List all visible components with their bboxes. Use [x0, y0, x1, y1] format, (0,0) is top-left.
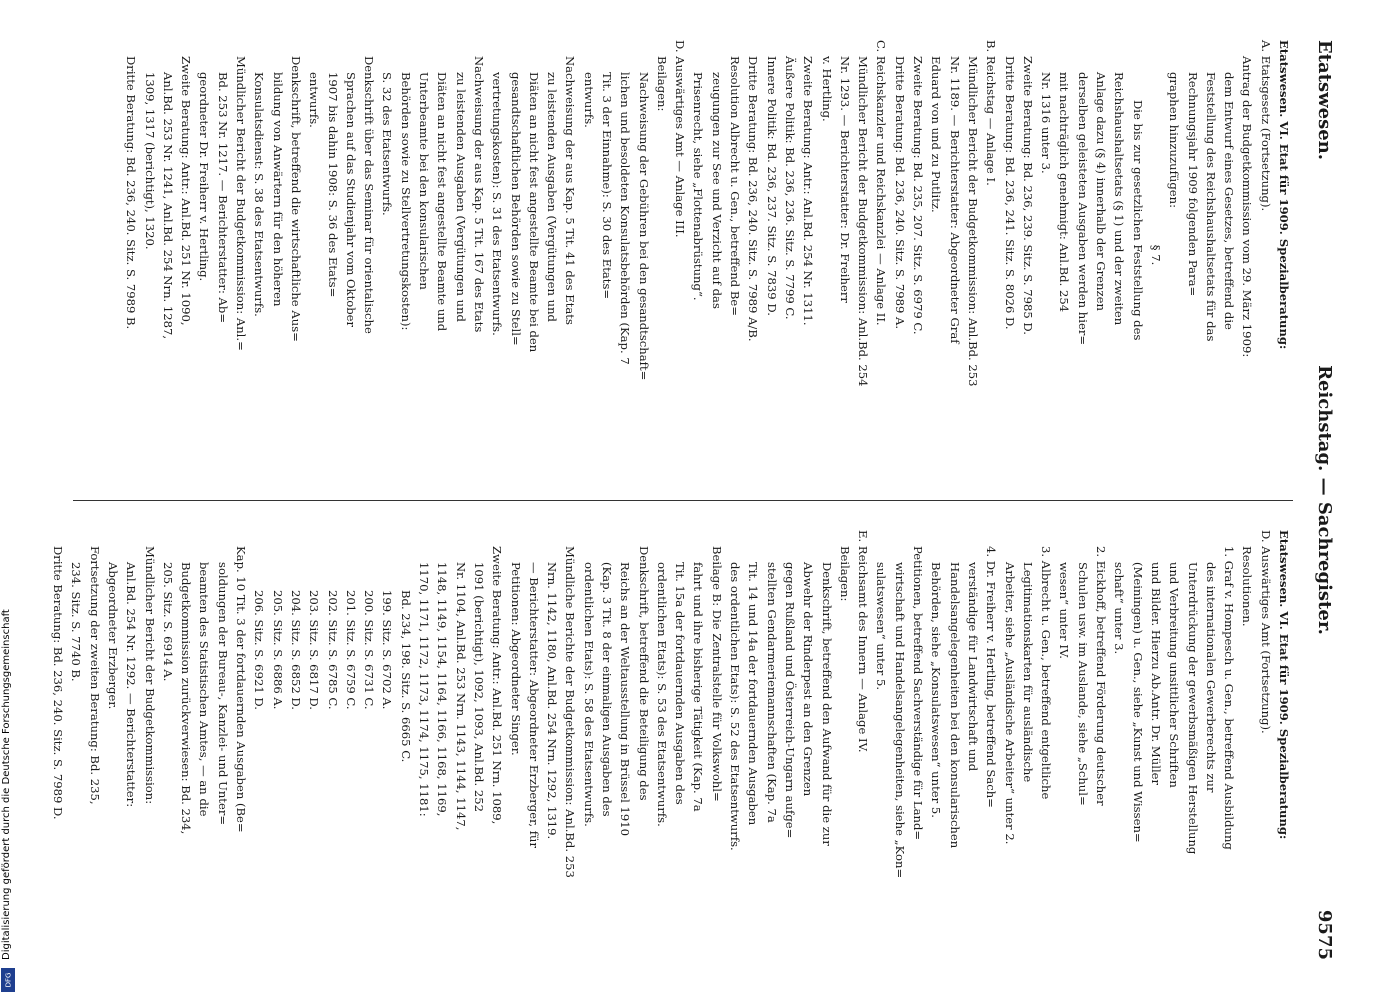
- text-line: Resolution Albrecht u. Gen., betreffend Be=: [728, 56, 743, 316]
- text-line: Behörden, siehe „Konsulatswesen“ unter 5.: [929, 562, 944, 818]
- text-line: Reichs an der Weltausstellung in Brüssel 1910: [618, 562, 633, 836]
- text-line: Dritte Beratung: Bd. 236, 240. Sitz. S. 7989 B.: [124, 56, 139, 330]
- text-line: fahrt und ihre bisherige Tätigkeit (Kap. 7a: [691, 562, 706, 812]
- text-line: 4. Dr. Freiherr v. Hertling, betreffend Sach=: [984, 546, 999, 808]
- text-line: Etatswesen. VI. Etat für 1909. Spezialberatung:: [1277, 530, 1291, 840]
- text-line: gegen Rußland und Österreich-Ungarn aufge=: [782, 562, 797, 839]
- text-line: sulatswesen“ unter 5.: [874, 562, 889, 691]
- text-line: wirtschaft und Handelsangelegenheiten, siehe „Kon=: [892, 562, 907, 879]
- text-line: Schulen usw. im Auslande, siehe „Schul=: [1075, 562, 1090, 806]
- text-line: beamten des Statistischen Amtes, — an die: [197, 562, 212, 817]
- text-line: Nachweisung der aus Kap. 5 Tit. 41 des Etats: [563, 56, 578, 325]
- text-line: Dritte Beratung: Bd. 236, 241. Sitz. S. 8026 D.: [1002, 56, 1017, 330]
- text-line: 205. Sitz. S. 6886 A.: [270, 590, 285, 710]
- text-line: Nr. 1293. — Berichterstatter: Dr. Freiherr: [837, 56, 852, 303]
- text-line: des ordentlichen Etats): S. 52 des Etatsentwurfs.: [728, 562, 743, 851]
- text-line: S. 32 des Etatsentwurfs.: [380, 72, 395, 216]
- text-line: Kap. 10 Tit. 3 der fortdauernden Ausgaben (Be=: [234, 546, 249, 833]
- text-line: Resolutionen.: [1240, 546, 1255, 627]
- text-line: Tit. 3 der Einnahme): S. 30 des Etats=: [600, 72, 615, 300]
- dfg-logo-icon: DFG: [1, 968, 15, 992]
- text-line: Petitionen, betreffend Sachverständige für Land=: [911, 546, 926, 841]
- text-line: 203. Sitz. S. 6817 D.: [307, 590, 322, 710]
- page-number: 9575: [1314, 909, 1335, 960]
- text-line: vertretungskosten): S. 31 des Etatsentwurfs.: [490, 72, 505, 336]
- text-line: lichen und besoldeten Konsulatsbehörden (Kap. 7: [618, 72, 633, 365]
- text-line: (Meiningen) u. Gen., siehe „Kunst und Wissen=: [1130, 562, 1145, 843]
- text-line: Denkschrift, betreffend die wirtschaftliche Aus=: [288, 56, 303, 342]
- text-line: Feststellung des Reichshaushaltsetats für das: [1203, 72, 1218, 342]
- text-line: und Bilder. Hierzu Ab.Antr. Dr. Müller: [1148, 562, 1163, 786]
- text-line: ordentlichen Etats): S. 58 des Etatsentwurfs.: [581, 562, 596, 827]
- text-line: C. Reichskanzler und Reichskanzlei — Anlage II.: [874, 40, 889, 326]
- text-line: wesen“ unter IV.: [1057, 562, 1072, 659]
- text-line: D. Auswärtiges Amt (Fortsetzung).: [1258, 530, 1273, 734]
- text-line: 1148, 1149, 1154, 1164, 1166, 1168, 1169,: [435, 562, 450, 817]
- text-line: 1091 (berichtigt), 1092, 1093, Anl.Bd. 252: [471, 562, 486, 812]
- text-line: stellten Gendarmeriemannschaften (Kap. 7a: [764, 562, 779, 823]
- text-line: 2. Eickhoff, betreffend Förderung deutscher: [1094, 546, 1109, 806]
- text-line: Innere Politik: Bd. 236, 237. Sitz. S. 7839 D.: [764, 56, 779, 316]
- text-line: Mündlicher Bericht der Budgetkommission: Anl.=: [234, 56, 249, 351]
- text-line: schaft“ unter 3.: [1112, 562, 1127, 655]
- digitization-credit-strip: [1, 0, 15, 1000]
- header-section-title: Etatswesen.: [1314, 40, 1335, 161]
- text-line: Anl.Bd. 254 Nr. 1292. — Berichterstatter:: [124, 562, 139, 808]
- text-line: Handelsangelegenheiten bei den konsularischen: [947, 562, 962, 849]
- text-line: Denkschrift, betreffend den Aufwand für die zur: [819, 562, 834, 846]
- text-line: derselben geleisteten Ausgaben werden hier=: [1075, 72, 1090, 346]
- text-line: ordentlichen Etats): S. 53 des Etatsentwurfs.: [654, 562, 669, 827]
- text-line: (Kap. 3 Tit. 8 der einmaligen Ausgaben des: [600, 562, 615, 817]
- text-line: Beilagen:: [654, 56, 669, 112]
- text-line: 199. Sitz. S. 6702 A.: [380, 590, 395, 710]
- digitization-credit: Digitalisierung gefördert durch die Deutsche Forschungsgemeinschaft: [1, 609, 12, 960]
- text-line: Budgetkommission zurückverwiesen: Bd. 234,: [179, 562, 194, 835]
- text-line: zu leistenden Ausgaben (Vergütungen und: [545, 72, 560, 322]
- text-line: Petitionen: Abgeordneter Singer.: [508, 562, 523, 756]
- text-line: Sprachen auf das Studienjahr vom Oktober: [343, 72, 358, 328]
- text-line: Konsulatsdienst: S. 38 des Etatsentwurfs.: [252, 72, 267, 317]
- text-line: Die bis zur gesetzlichen Feststellung des: [1130, 100, 1145, 341]
- text-line: Beilage B: Die Zentralstelle für Volkswohl=: [709, 546, 724, 802]
- text-line: 1907 bis dahin 1908: S. 36 des Etats=: [325, 72, 340, 298]
- page-header: [1307, 40, 1343, 960]
- text-line: Zweite Beratung: Bd. 236, 239. Sitz. S. 7985 D.: [1020, 56, 1035, 335]
- text-line: Prisenrecht, siehe „Flottenabrüstung“.: [691, 72, 706, 301]
- text-line: Eduard von und zu Putlitz.: [929, 56, 944, 213]
- text-line: Nrn. 1142, 1180, Anl.Bd. 254 Nrn. 1292, 1319.: [545, 562, 560, 840]
- text-line: E. Reichsamt des Innern — Anlage IV.: [856, 530, 871, 753]
- text-line: v. Hertling.: [819, 56, 834, 122]
- text-line: Nachweisung der Gebühren bei den gesandtschaft=: [636, 72, 651, 381]
- header-running-title: Reichstag. — Sachregister.: [1314, 365, 1335, 635]
- text-line: 3. Albrecht u. Gen., betreffend entgeltliche: [1039, 546, 1054, 800]
- text-line: Dritte Beratung: Bd. 236, 240. Sitz. S. 7989 A/B.: [746, 56, 761, 342]
- text-line: 1. Graf v. Hompesch u. Gen., betreffend Ausbildung: [1222, 546, 1237, 850]
- text-line: Nr. 1316 unter 3.: [1039, 72, 1054, 174]
- text-line: Tit. 14 und 14a der fortdauernden Ausgaben: [746, 562, 761, 826]
- text-line: Rechnungsjahr 1909 folgenden Para=: [1185, 72, 1200, 297]
- text-line: mit nachträglich genehmigt: Anl.Bd. 254: [1057, 72, 1072, 313]
- text-line: Dritte Beratung: Bd. 236, 240. Sitz. S. 7989 D.: [51, 546, 66, 820]
- text-line: Mündliche Berichte der Budgetkommission: Anl.Bd. 253: [563, 546, 578, 878]
- text-line: gesandtschaftlichen Behörden sowie zu Stell=: [508, 72, 523, 346]
- text-line: Bd. 253 Nr. 1217. — Berichterstatter: Ab=: [215, 72, 230, 324]
- text-line: 205. Sitz. S. 6914 A.: [160, 562, 175, 682]
- text-line: 206. Sitz. S. 6921 D.: [252, 590, 267, 710]
- column-divider: [73, 500, 1293, 501]
- text-line: 1309, 1317 (berichtigt), 1320.: [142, 72, 157, 250]
- text-line: 204. Sitz. S. 6852 D.: [288, 590, 303, 710]
- text-line: Etatswesen. VI. Etat für 1909. Spezialberatung:: [1277, 40, 1291, 350]
- text-line: — Berichterstatter: Abgeordneter Erzberger, für: [526, 562, 541, 849]
- text-line: Äußere Politik: Bd. 236, 236. Sitz. S. 7799 C.: [782, 56, 797, 320]
- text-line: Nr. 1104, Anl.Bd. 253 Nrn. 1143, 1144, 1147,: [453, 562, 468, 831]
- text-line: 202. Sitz. S. 6785 C.: [325, 590, 340, 710]
- text-line: soldungen der Bureau-, Kanzlei- und Unter=: [215, 562, 230, 826]
- text-line: graphen hinzuzufügen:: [1167, 72, 1182, 208]
- text-line: Fortsetzung der zweiten Beratung: Bd. 235,: [87, 546, 102, 805]
- text-line: entwurfs.: [307, 72, 322, 128]
- left-column: [73, 40, 1293, 470]
- text-line: dem Entwurf eines Gesetzes, betreffend die: [1222, 72, 1237, 330]
- text-line: Abgeordneter Erzberger.: [106, 562, 120, 710]
- text-line: Mündlicher Bericht der Budgetkommission:: [142, 546, 157, 805]
- text-line: Denkschrift, betreffend die Beteiligung des: [636, 546, 651, 801]
- text-line: Unterdrückung der gewerbsmäßigen Herstellung: [1185, 562, 1200, 855]
- text-line: Antrag der Budgetkommission vom 29. März 1909:: [1240, 56, 1255, 358]
- text-line: Beilagen:: [837, 546, 852, 602]
- text-line: 201. Sitz. S. 6759 C.: [343, 590, 358, 710]
- text-line: A. Etatsgesetz (Fortsetzung).: [1258, 40, 1273, 212]
- text-line: Dritte Beratung: Bd. 236, 240. Sitz. S. 7989 A.: [892, 56, 907, 330]
- text-line: Legitimationskarten für ausländische: [1020, 562, 1035, 783]
- text-line: Zweite Beratung: Bd. 235, 207. Sitz. S. 6979 C.: [911, 56, 926, 335]
- text-line: Anlage dazu (§ 4) innerhalb der Grenzen: [1094, 72, 1109, 311]
- text-line: Unterbeamte bei den konsularischen: [417, 72, 432, 290]
- text-line: und Verbreitung unsittlicher Schriften: [1167, 562, 1182, 788]
- text-line: bildung von Anwärtern für den höheren: [270, 72, 285, 307]
- text-line: Arbeiter, siehe „Ausländische Arbeiter“ unter 2.: [1002, 562, 1017, 845]
- text-line: 200. Sitz. S. 6731 C.: [362, 590, 377, 710]
- text-line: Abwehr der Rinderpest an den Grenzen: [801, 562, 816, 797]
- text-line: des internationalen Gewerberechts zur: [1203, 562, 1218, 793]
- text-line: Nachweisung der aus Kap. 5 Tit. 167 des Etats: [471, 56, 486, 333]
- text-line: § 7.: [1148, 244, 1163, 266]
- text-line: Denkschrift über das Seminar für orientalische: [362, 56, 377, 334]
- text-line: Zweite Beratung: Antr.: Anl.Bd. 251 Nr. 1090,: [179, 56, 194, 326]
- text-line: zeugungen zur See und Verzicht auf das: [709, 72, 724, 309]
- text-line: verständige für Landwirtschaft und: [965, 562, 980, 772]
- text-line: D. Auswärtiges Amt — Anlage III.: [673, 40, 688, 238]
- text-line: 234. Sitz. S. 7740 B.: [69, 562, 84, 682]
- text-line: entwurfs.: [581, 72, 596, 128]
- text-line: Zweite Beratung: Antr.: Anl.Bd. 254 Nr. 1311.: [801, 56, 816, 326]
- text-line: Reichshaushaltsetats (§ 1) und der zweiten: [1112, 72, 1127, 326]
- text-line: Anl.Bd. 253 Nr. 1241, Anl.Bd. 254 Nrn. 1287,: [160, 72, 175, 340]
- text-line: Bd. 234, 198. Sitz. S. 6665 C.: [398, 590, 413, 763]
- text-line: Diäten an nicht fest angestellte Beamte und: [435, 72, 450, 332]
- text-line: Mündlicher Bericht der Budgetkommission: Anl.Bd. 253: [965, 56, 980, 387]
- text-line: Tit. 15a der fortdauernden Ausgaben des: [673, 562, 688, 805]
- text-line: Mündlicher Bericht der Budgetkommission: Anl.Bd. 254: [856, 56, 871, 387]
- text-line: Nr. 1189. — Berichterstatter: Abgeordneter Graf: [947, 56, 962, 344]
- text-line: zu leistenden Ausgaben (Vergütungen und: [453, 72, 468, 322]
- text-line: B. Reichstag — Anlage I.: [984, 40, 999, 186]
- text-line: Diäten an nicht fest angestellte Beamte bei den: [526, 72, 541, 353]
- text-line: Zweite Beratung: Antr.: Anl.Bd. 251 Nrn. 1089,: [490, 546, 505, 825]
- text-line: Behörden sowie zu Stellvertretungskosten):: [398, 72, 413, 331]
- right-column: [51, 530, 1293, 960]
- text-line: geordneter Dr. Freiherr v. Hertling.: [197, 72, 212, 282]
- text-line: 1170, 1171, 1172, 1173, 1174, 1175, 1181:: [417, 562, 432, 817]
